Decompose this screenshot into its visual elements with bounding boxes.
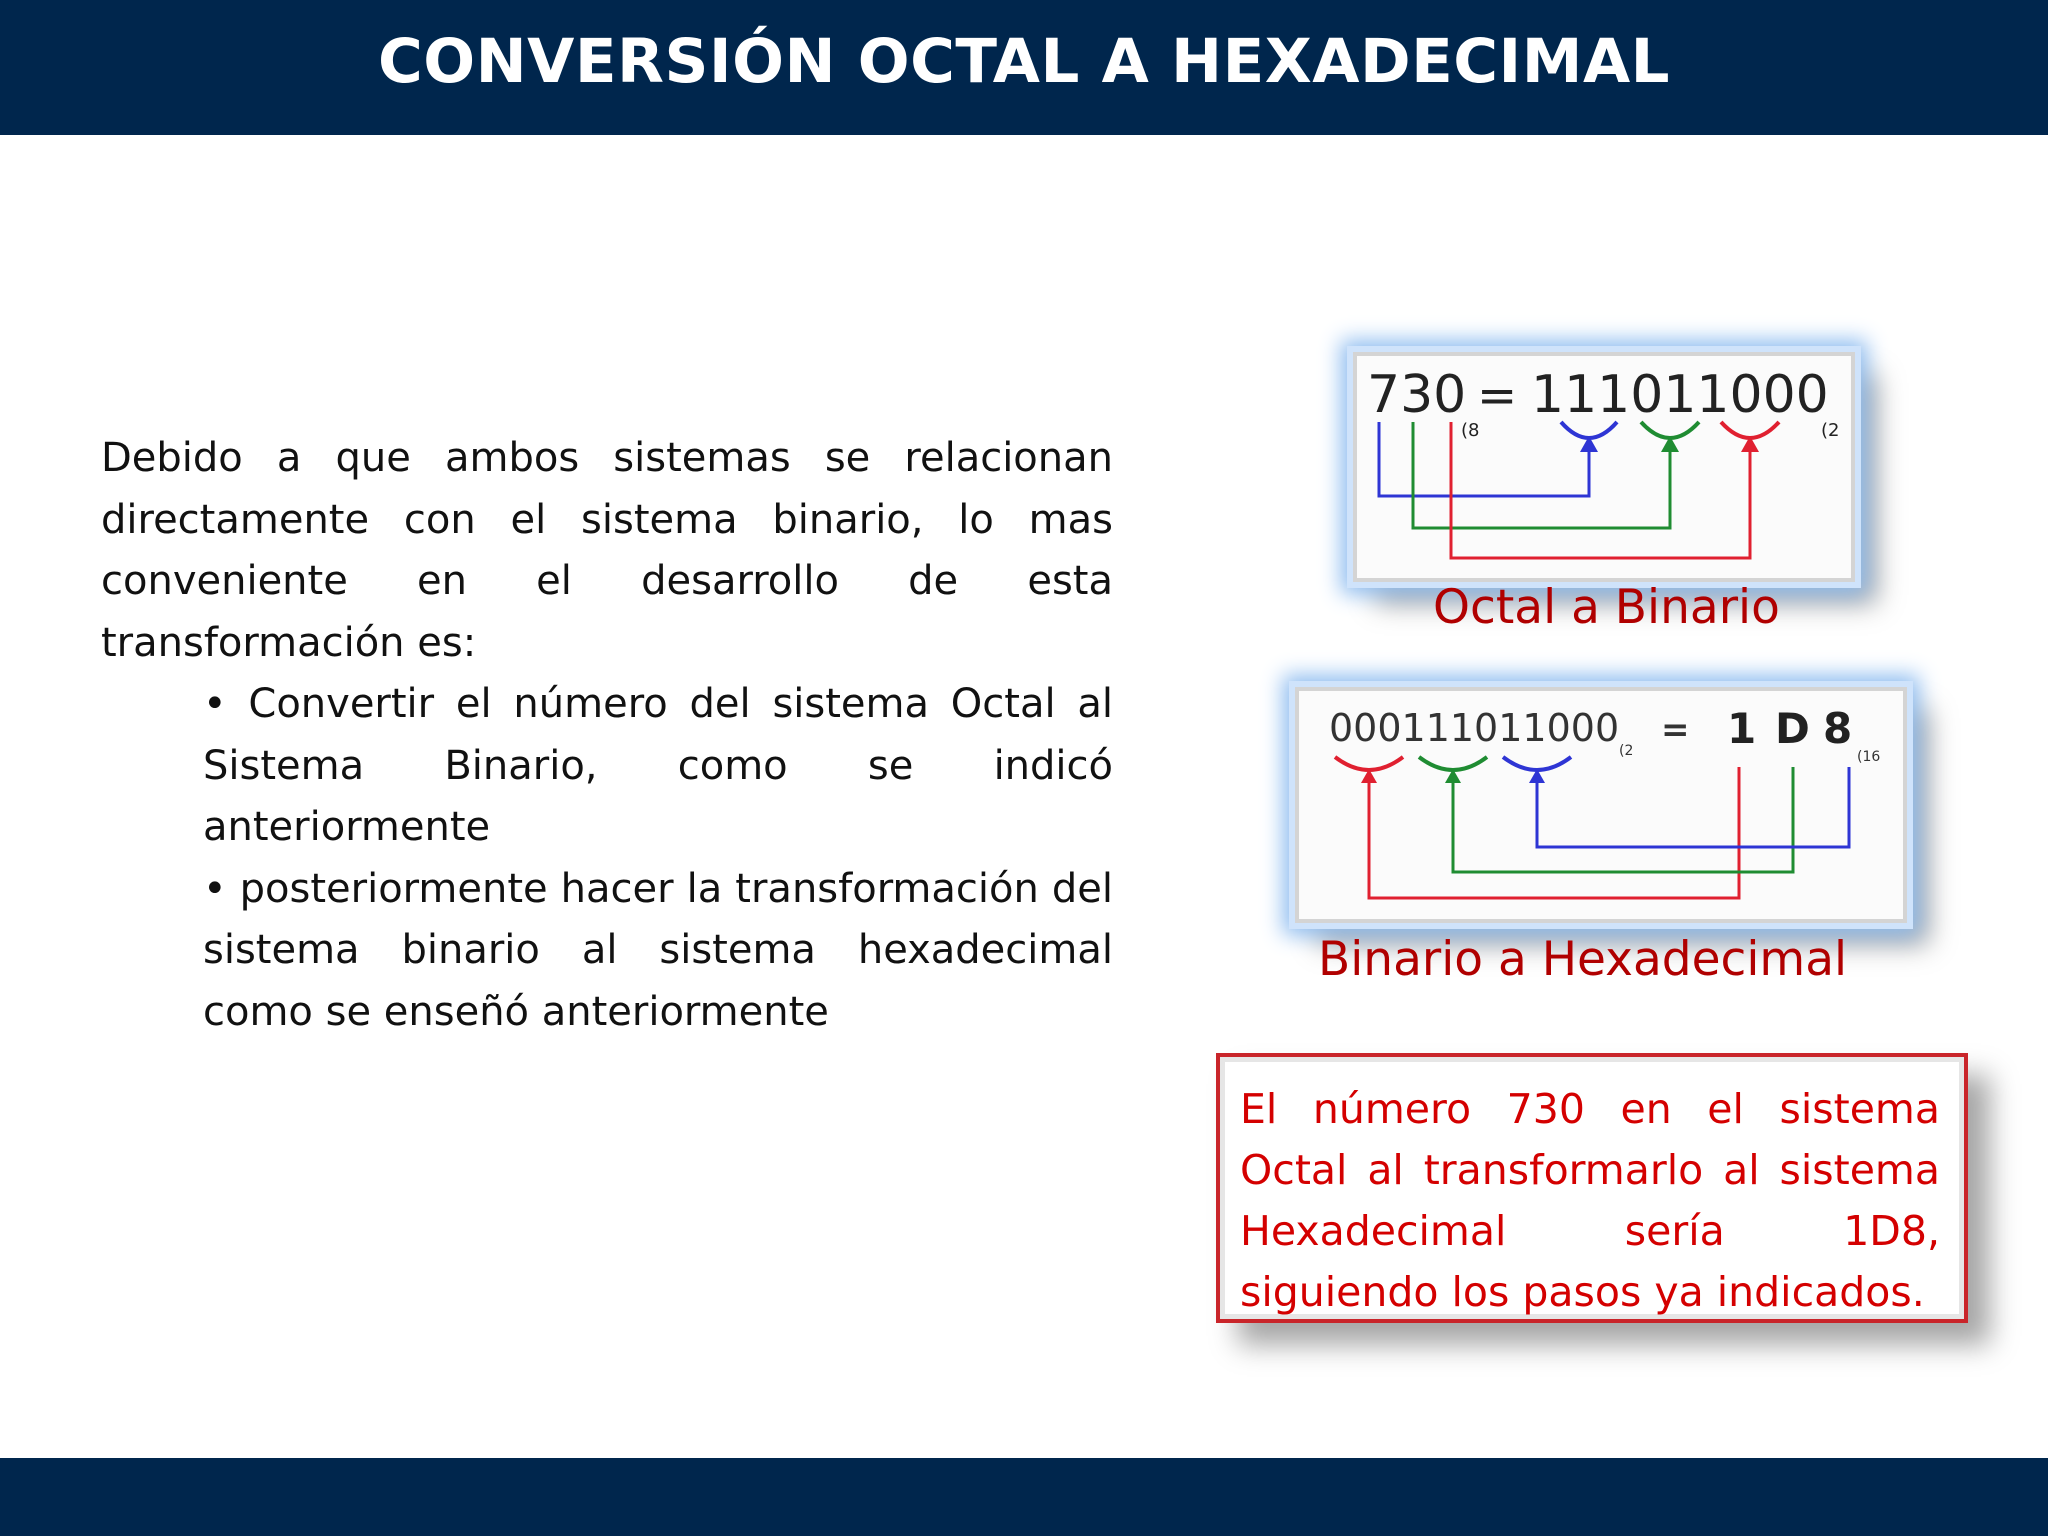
result-note-box <box>1216 1053 1968 1323</box>
red-connector <box>1451 422 1750 558</box>
binary-to-hex-diagram <box>1299 691 1903 919</box>
slide-title: CONVERSIÓN OCTAL A HEXADECIMAL <box>377 26 1671 97</box>
octal-base-sub: (8 <box>1461 420 1480 441</box>
blue-connector <box>1537 767 1849 847</box>
binary-input: 000111011000 <box>1329 706 1620 750</box>
blue-brace <box>1503 757 1571 770</box>
octal-to-binary-diagram <box>1357 356 1851 578</box>
red-brace <box>1335 757 1403 770</box>
steps-list <box>101 674 1113 1043</box>
hex-digit-8: 8 <box>1823 704 1853 753</box>
figure1-caption: Octal a Binario <box>1433 580 1780 635</box>
red-connector <box>1369 767 1739 898</box>
green-connector <box>1453 767 1793 872</box>
body-text <box>101 428 1113 1043</box>
intro-paragraph: Debido a que ambos sistemas se relacionan directamente con el sistema binario, lo mas conveniente en el desarrollo de esta transformación es: <box>101 435 1113 666</box>
step-item-2: • posteriormente hacer la transformación del sistema binario al sistema hexadecimal como se enseñó anteriormente <box>203 859 1113 1044</box>
hex-digit-1: 1 <box>1727 704 1757 753</box>
header-bar <box>0 0 2048 135</box>
figure2-caption: Binario a Hexadecimal <box>1318 932 1848 987</box>
hex-base-sub: (16 <box>1857 749 1881 765</box>
step-item-1: • Convertir el número del sistema Octal al Sistema Binario, como se indicó anteriormente <box>203 674 1113 859</box>
binary-base-sub: (2 <box>1619 743 1634 759</box>
octal-number: 730 <box>1367 365 1467 425</box>
binary-result: 111011000 <box>1531 365 1829 425</box>
footer-bar <box>0 1458 2048 1536</box>
binary-to-hex-figure <box>1295 687 1907 923</box>
octal-to-binary-figure <box>1353 352 1855 582</box>
green-brace <box>1419 757 1487 770</box>
binary-base-sub: (2 <box>1821 420 1840 441</box>
blue-connector <box>1379 422 1589 496</box>
hex-digit-d: D <box>1775 704 1810 753</box>
result-note-text: El número 730 en el sistema Octal al transformarlo al sistema Hexadecimal sería 1D8, siguiendo los pasos ya indicados. <box>1240 1085 1940 1316</box>
equals-sign: = <box>1661 710 1690 750</box>
equals-sign: = <box>1477 368 1518 424</box>
